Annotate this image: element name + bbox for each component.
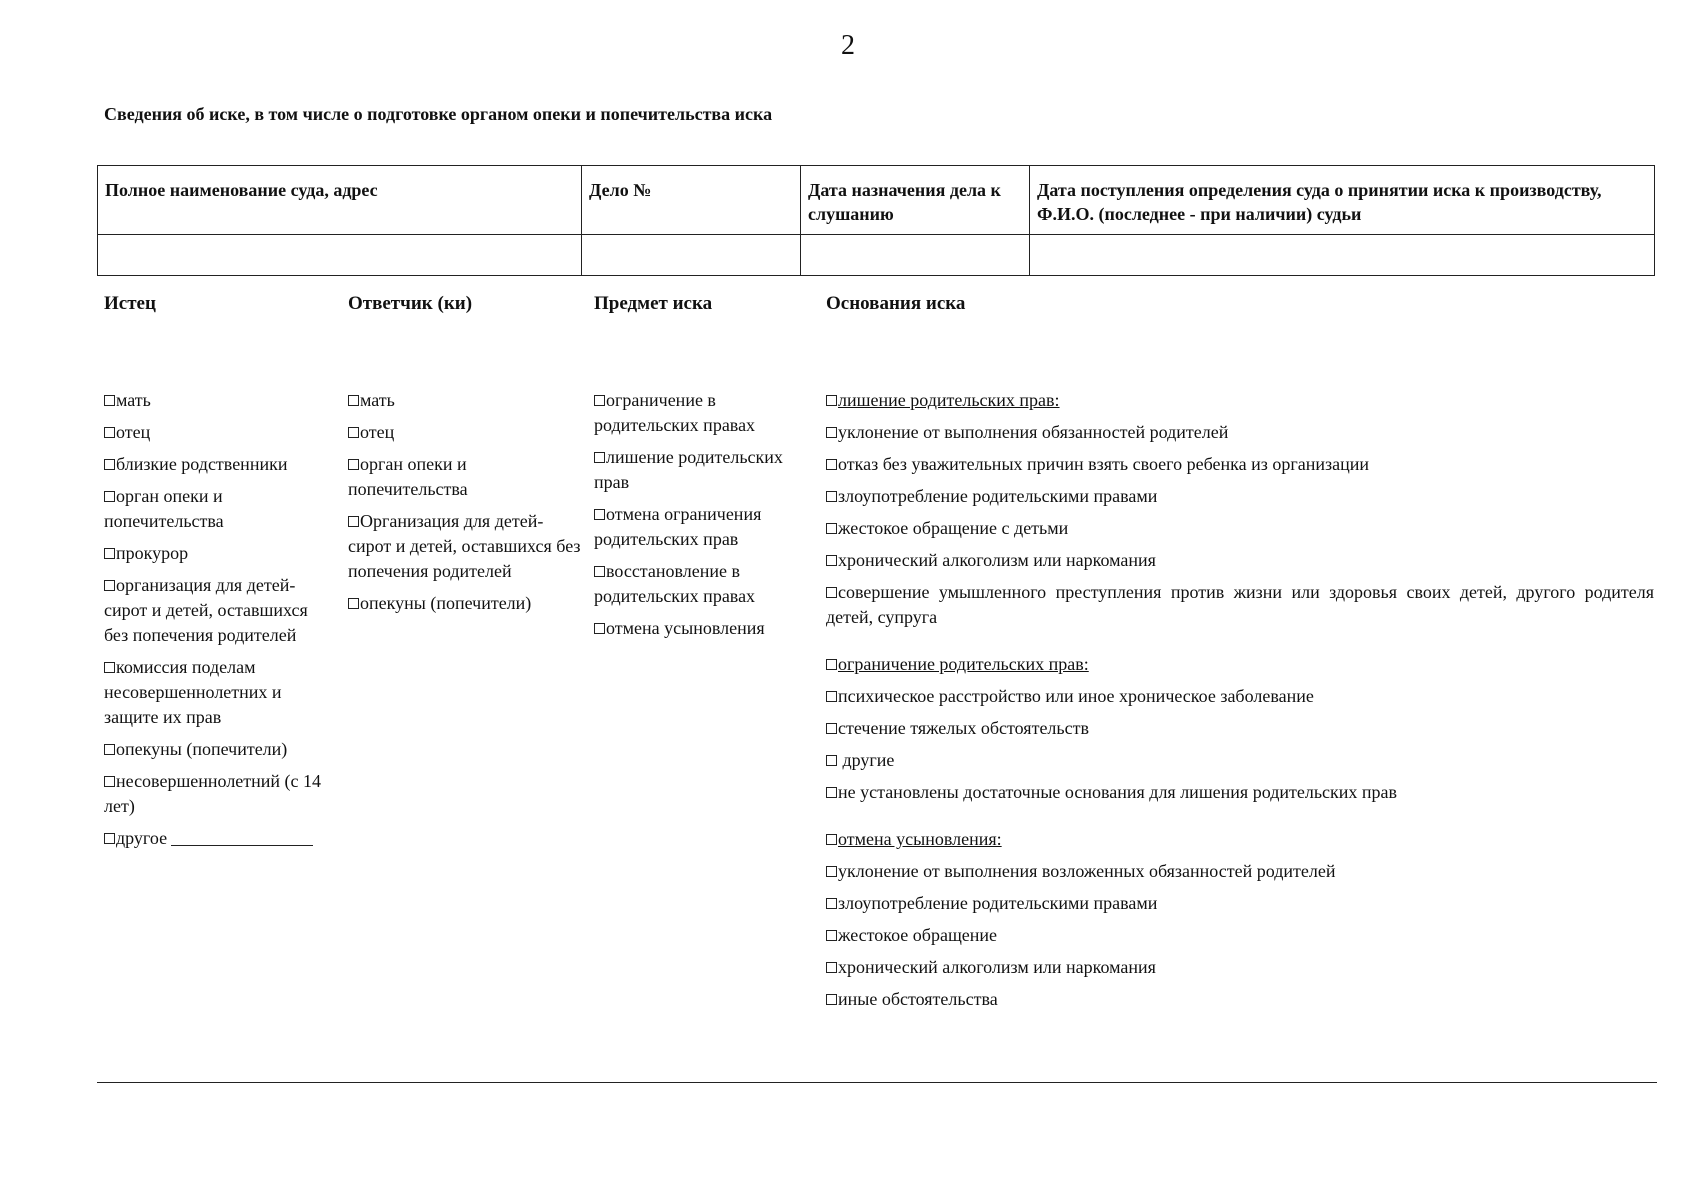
ground-option[interactable] <box>826 516 1654 541</box>
checkbox[interactable] <box>104 833 115 844</box>
option-label: несовершеннолетний (с 14 лет) <box>104 771 322 816</box>
checkbox[interactable] <box>826 659 837 670</box>
checkbox[interactable] <box>594 395 605 406</box>
defendant-option[interactable] <box>348 509 584 584</box>
subject-option[interactable] <box>594 445 816 495</box>
ground-option[interactable] <box>826 548 1654 573</box>
checkbox[interactable] <box>826 395 837 406</box>
ground-option[interactable] <box>826 987 1654 1012</box>
option-label: близкие родственники <box>116 454 288 474</box>
court-table <box>97 165 1655 276</box>
group-title-option[interactable] <box>826 652 1654 677</box>
case-number-cell[interactable] <box>582 235 801 276</box>
option-label: жестокое обращение с детьми <box>838 518 1069 538</box>
option-label: отец <box>360 422 395 442</box>
option-label: лишение родительских прав <box>594 447 783 492</box>
option-label: иные обстоятельства <box>838 989 998 1009</box>
option-label: Организация для детей-сирот и детей, оставшихся без попечения родителей <box>348 511 581 581</box>
checkbox[interactable] <box>826 834 837 845</box>
subject-heading: Предмет иска <box>594 293 713 314</box>
ground-option[interactable] <box>826 580 1654 630</box>
checkbox[interactable] <box>104 395 115 406</box>
plaintiff-option[interactable] <box>104 769 324 819</box>
option-label: отмена ограничения родительских прав <box>594 504 762 549</box>
checkbox[interactable] <box>826 898 837 909</box>
option-label: психическое расстройство или иное хроническое заболевание <box>838 686 1314 706</box>
defendant-option[interactable] <box>348 452 528 502</box>
group-title: ограничение родительских прав: <box>838 654 1089 674</box>
checkbox[interactable] <box>104 459 115 470</box>
ground-option[interactable] <box>826 716 1654 741</box>
ground-option[interactable] <box>826 420 1654 445</box>
checkbox[interactable] <box>826 587 837 598</box>
other-input-line[interactable] <box>171 829 313 846</box>
subject-option[interactable] <box>594 559 806 609</box>
checkbox[interactable] <box>826 691 837 702</box>
checkbox[interactable] <box>348 459 359 470</box>
subject-option[interactable] <box>594 502 806 552</box>
checkbox[interactable] <box>826 994 837 1005</box>
court-name-header: Полное наименование суда, адрес <box>98 166 582 235</box>
plaintiff-option[interactable] <box>104 737 336 762</box>
page-number: 2 <box>841 30 855 61</box>
option-label: орган опеки и попечительства <box>348 454 468 499</box>
option-label: комиссия поделам несовершеннолетних и защите их прав <box>104 657 282 727</box>
checkbox[interactable] <box>104 580 115 591</box>
checkbox[interactable] <box>594 566 605 577</box>
option-label: орган опеки и попечительства <box>104 486 224 531</box>
checkbox[interactable] <box>826 866 837 877</box>
subject-option[interactable] <box>594 388 806 438</box>
ground-option[interactable] <box>826 748 1654 773</box>
checkbox[interactable] <box>826 755 837 766</box>
ground-option[interactable] <box>826 923 1654 948</box>
plaintiff-option[interactable] <box>104 541 336 566</box>
option-label: мать <box>116 390 151 410</box>
option-label: мать <box>360 390 395 410</box>
option-label: прокурор <box>116 543 189 563</box>
checkbox[interactable] <box>348 427 359 438</box>
ruling-date-judge-header: Дата поступления определения суда о принятии иска к производству, Ф.И.О. (последнее - при наличии) судьи <box>1030 166 1655 235</box>
group-title-option[interactable] <box>826 827 1654 852</box>
ground-option[interactable] <box>826 684 1654 709</box>
plaintiff-option[interactable] <box>104 655 304 730</box>
option-label: совершение умышленного преступления против жизни или здоровья своих детей, другого родителя детей, супруга <box>826 582 1654 627</box>
checkbox[interactable] <box>826 787 837 798</box>
option-label: уклонение от выполнения обязанностей родителей <box>838 422 1229 442</box>
subject-list <box>594 388 816 648</box>
option-label: опекуны (попечители) <box>360 593 532 613</box>
checkbox[interactable] <box>104 776 115 787</box>
ground-option[interactable] <box>826 484 1654 509</box>
checkbox[interactable] <box>826 491 837 502</box>
plaintiff-option[interactable] <box>104 826 336 851</box>
grounds-group-restriction <box>826 652 1654 805</box>
plaintiff-list <box>104 388 336 858</box>
checkbox[interactable] <box>826 427 837 438</box>
plaintiff-option[interactable] <box>104 388 336 413</box>
option-label: злоупотребление родительскими правами <box>838 893 1158 913</box>
option-label: отмена усыновления <box>606 618 765 638</box>
defendant-option[interactable] <box>348 420 584 445</box>
group-title: отмена усыновления: <box>838 829 1002 849</box>
option-label: отказ без уважительных причин взять своего ребенка из организации <box>838 454 1369 474</box>
checkbox[interactable] <box>104 491 115 502</box>
option-label: другое <box>116 828 168 848</box>
section-title: Сведения об иске, в том числе о подготовке органом опеки и попечительства иска <box>104 104 773 124</box>
bottom-divider <box>97 1082 1657 1083</box>
checkbox[interactable] <box>348 598 359 609</box>
checkbox[interactable] <box>104 662 115 673</box>
checkbox[interactable] <box>104 744 115 755</box>
checkbox[interactable] <box>104 548 115 559</box>
ruling-date-judge-cell[interactable] <box>1030 235 1655 276</box>
option-label: опекуны (попечители) <box>116 739 288 759</box>
ground-option[interactable] <box>826 452 1654 477</box>
checkbox[interactable] <box>826 962 837 973</box>
defendant-option[interactable] <box>348 388 584 413</box>
case-number-header: Дело № <box>582 166 801 235</box>
option-label: не установлены достаточные основания для лишения родительских прав <box>838 782 1398 802</box>
ground-option[interactable] <box>826 859 1654 884</box>
hearing-date-cell[interactable] <box>801 235 1030 276</box>
option-label: жестокое обращение <box>838 925 998 945</box>
checkbox[interactable] <box>594 509 605 520</box>
option-label: стечение тяжелых обстоятельств <box>838 718 1089 738</box>
defendant-heading: Ответчик (ки) <box>348 293 473 314</box>
plaintiff-option[interactable] <box>104 420 336 445</box>
option-label: организация для детей-сирот и детей, оставшихся без попечения родителей <box>104 575 308 645</box>
grounds-group-deprivation <box>826 388 1654 630</box>
grounds-heading: Основания иска <box>826 293 966 314</box>
checkbox[interactable] <box>826 459 837 470</box>
checkbox[interactable] <box>826 523 837 534</box>
defendant-list <box>348 388 584 623</box>
checkbox[interactable] <box>348 395 359 406</box>
option-label: другие <box>842 750 895 770</box>
ground-option[interactable] <box>826 891 1654 916</box>
checkbox[interactable] <box>826 723 837 734</box>
hearing-date-header: Дата назначения дела к слушанию <box>801 166 1030 235</box>
plaintiff-option[interactable] <box>104 452 336 477</box>
checkbox[interactable] <box>826 555 837 566</box>
checkbox[interactable] <box>348 516 359 527</box>
option-label: хронический алкоголизм или наркомания <box>838 550 1156 570</box>
checkbox[interactable] <box>594 623 605 634</box>
group-title: лишение родительских прав: <box>838 390 1060 410</box>
grounds-group-adoption-cancel <box>826 827 1654 1012</box>
option-label: уклонение от выполнения возложенных обязанностей родителей <box>838 861 1336 881</box>
subject-option[interactable] <box>594 616 816 641</box>
option-label: восстановление в родительских правах <box>594 561 756 606</box>
checkbox[interactable] <box>104 427 115 438</box>
ground-option[interactable] <box>826 955 1654 980</box>
group-title-option[interactable] <box>826 388 1654 413</box>
defendant-option[interactable] <box>348 591 584 616</box>
checkbox[interactable] <box>594 452 605 463</box>
ground-option[interactable] <box>826 780 1654 805</box>
plaintiff-option[interactable] <box>104 573 336 648</box>
grounds-list <box>826 388 1654 1034</box>
option-label: злоупотребление родительскими правами <box>838 486 1158 506</box>
option-label: хронический алкоголизм или наркомания <box>838 957 1156 977</box>
plaintiff-option[interactable] <box>104 484 284 534</box>
option-label: ограничение в родительских правах <box>594 390 756 435</box>
option-label: отец <box>116 422 151 442</box>
court-name-cell[interactable] <box>98 235 582 276</box>
plaintiff-heading: Истец <box>104 293 156 314</box>
checkbox[interactable] <box>826 930 837 941</box>
